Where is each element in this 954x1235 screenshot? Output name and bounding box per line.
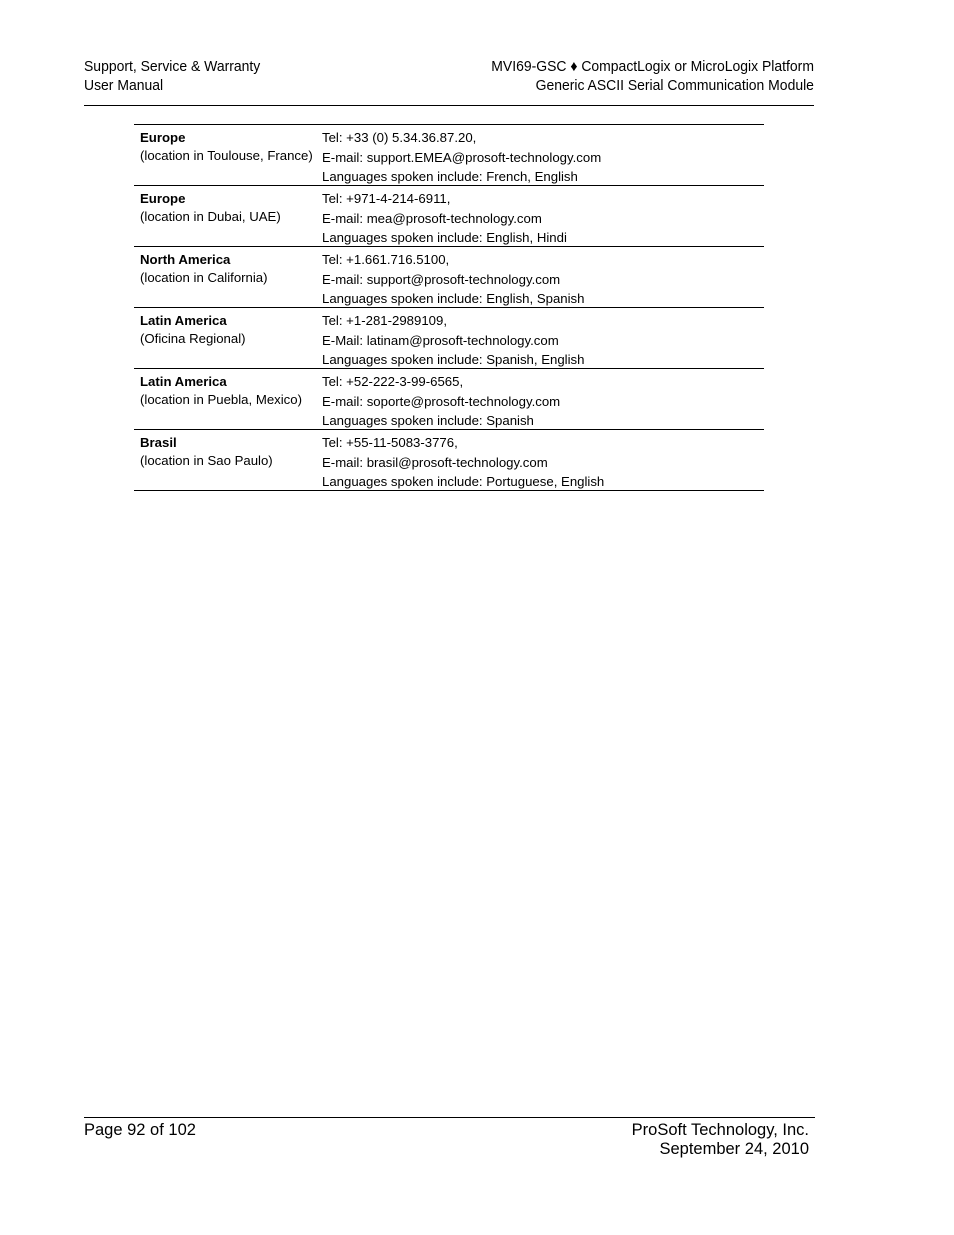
header-doc-type: User Manual: [84, 77, 164, 94]
contact-tel: Tel: +971-4-214-6911,: [322, 191, 451, 206]
contact-email: E-mail: mea@prosoft-technology.com: [322, 210, 542, 226]
contact-details: [316, 430, 764, 490]
contact-languages: Languages spoken include: English, Hindi: [322, 230, 567, 245]
company-name: ProSoft Technology, Inc.: [631, 1121, 809, 1139]
header-left: [84, 57, 274, 95]
region-cell: [134, 308, 316, 368]
contact-row: [134, 369, 764, 430]
header-right: [467, 57, 814, 95]
publication-date: September 24, 2010: [659, 1140, 809, 1158]
contact-email: E-Mail: latinam@prosoft-technology.com: [322, 332, 559, 348]
header-module-name: Generic ASCII Serial Communication Module: [535, 77, 814, 94]
contact-tel: Tel: +1-281-2989109,: [322, 313, 448, 328]
region-location: (location in Dubai, UAE): [140, 209, 281, 224]
region-name: Europe: [140, 130, 186, 145]
region-location: (location in California): [140, 270, 268, 285]
support-contacts-table: [134, 124, 764, 491]
contact-languages: Languages spoken include: Spanish: [322, 413, 534, 428]
footer-right: [632, 1121, 809, 1159]
contact-languages: Languages spoken include: Spanish, English: [322, 352, 585, 367]
page-number: Page 92 of 102: [84, 1121, 196, 1139]
contact-row: [134, 186, 764, 247]
contact-details: [316, 186, 764, 246]
contact-details: [316, 247, 764, 307]
region-cell: [134, 430, 316, 490]
page-footer: [84, 1117, 815, 1158]
contact-email: E-mail: brasil@prosoft-technology.com: [322, 454, 548, 470]
contact-tel: Tel: +55-11-5083-3776,: [322, 435, 458, 450]
contact-details: [316, 369, 764, 429]
region-name: Latin America: [140, 313, 227, 328]
contact-row: [134, 308, 764, 369]
contact-languages: Languages spoken include: Portuguese, English: [322, 474, 605, 489]
contact-details: [316, 125, 764, 185]
region-name: Brasil: [140, 435, 177, 450]
region-cell: [134, 186, 316, 246]
region-location: (location in Toulouse, France): [140, 148, 313, 163]
contact-email: E-mail: soporte@prosoft-technology.com: [322, 393, 561, 409]
contact-row: [134, 125, 764, 186]
contact-email: E-mail: support@prosoft-technology.com: [322, 271, 561, 287]
header-product-title: MVI69-GSC ♦ CompactLogix or MicroLogix Platform: [491, 58, 814, 75]
contact-languages: Languages spoken include: French, English: [322, 169, 578, 184]
contact-tel: Tel: +1.661.716.5100,: [322, 252, 450, 267]
region-cell: [134, 125, 316, 185]
region-name: Europe: [140, 191, 186, 206]
contact-row: [134, 247, 764, 308]
contact-details: [316, 308, 764, 368]
contact-email: E-mail: support.EMEA@prosoft-technology.com: [322, 149, 602, 165]
region-location: (location in Puebla, Mexico): [140, 392, 302, 407]
region-location: (location in Sao Paulo): [140, 453, 273, 468]
region-cell: [134, 247, 316, 307]
contact-languages: Languages spoken include: English, Spanish: [322, 291, 585, 306]
region-cell: [134, 369, 316, 429]
header-section-title: Support, Service & Warranty: [84, 58, 261, 75]
contact-row: [134, 430, 764, 491]
region-name: Latin America: [140, 374, 227, 389]
region-name: North America: [140, 252, 231, 267]
contact-tel: Tel: +52-222-3-99-6565,: [322, 374, 464, 389]
region-location: (Oficina Regional): [140, 331, 246, 346]
page-header: [84, 57, 814, 106]
contact-tel: Tel: +33 (0) 5.34.36.87.20,: [322, 130, 477, 145]
